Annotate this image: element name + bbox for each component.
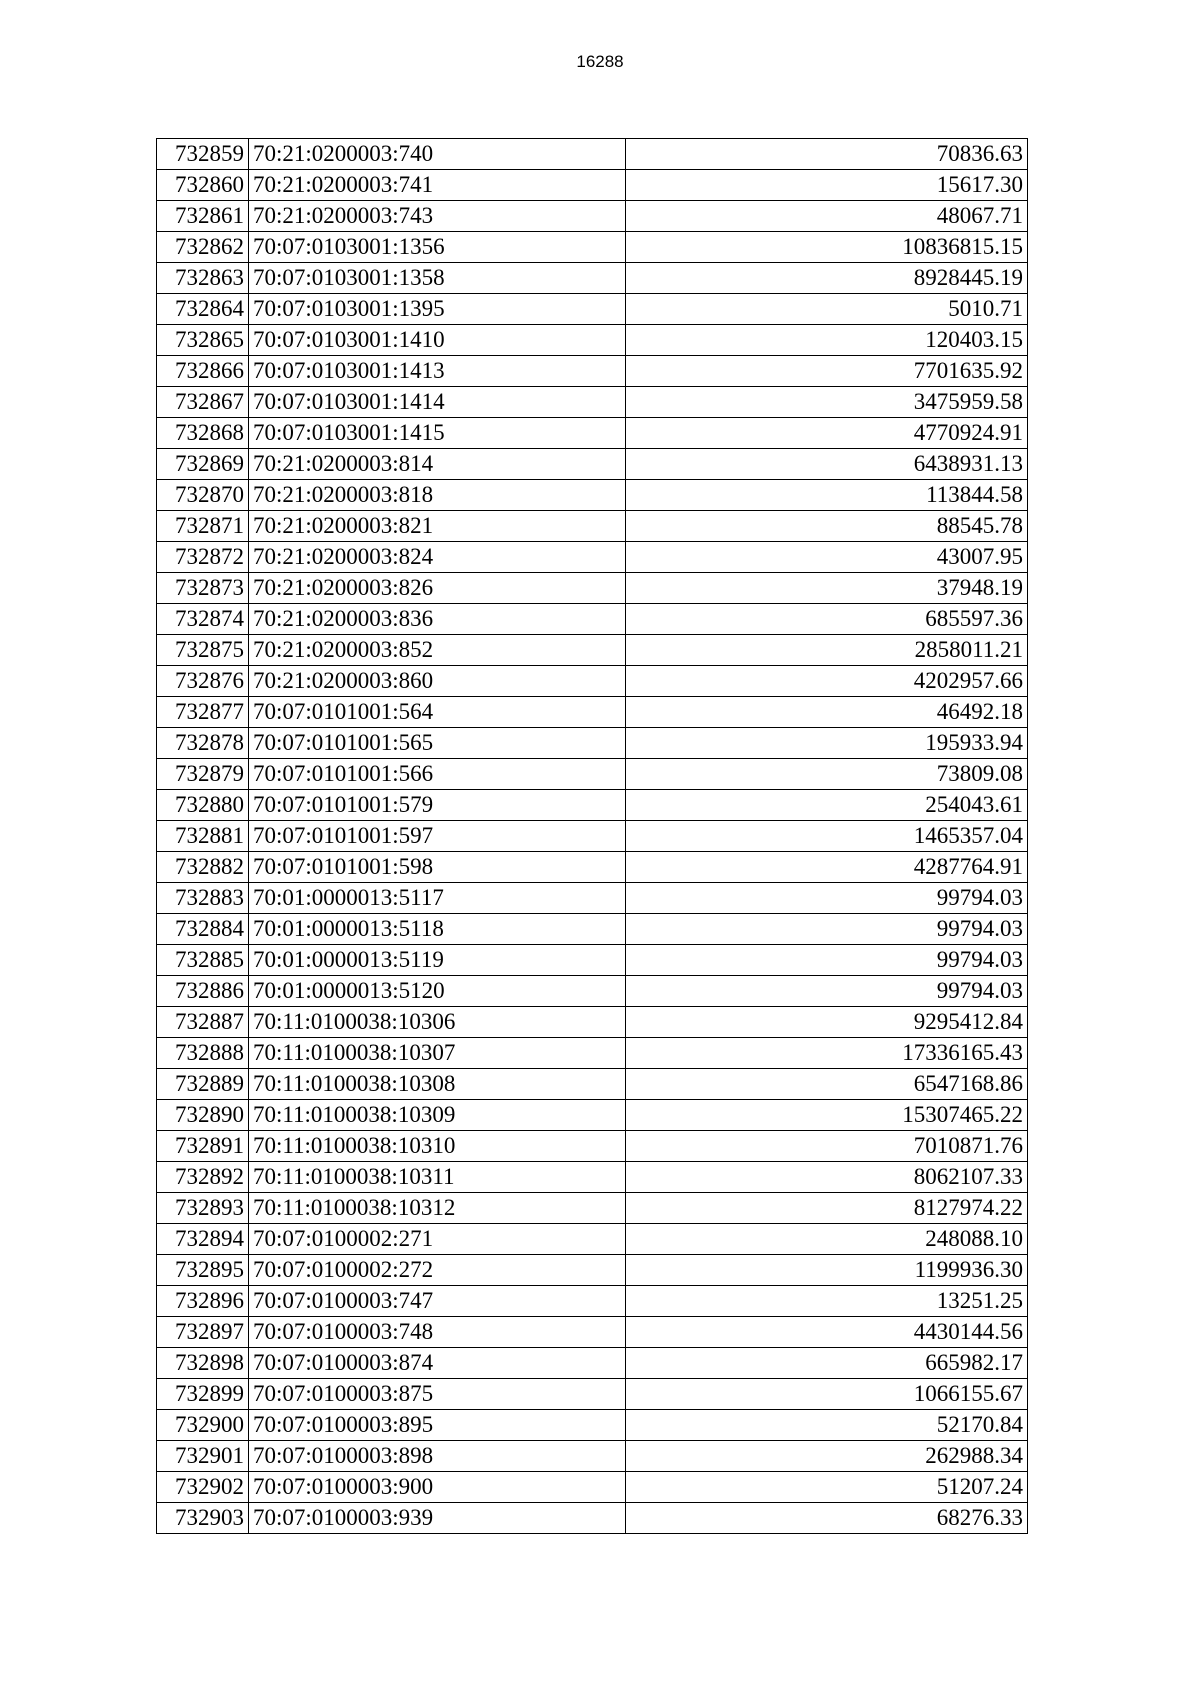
- row-id-cell: 732903: [157, 1503, 249, 1534]
- cadastral-number-cell: 70:07:0101001:564: [249, 697, 626, 728]
- cadastral-number-cell: 70:07:0103001:1414: [249, 387, 626, 418]
- value-cell: 46492.18: [626, 697, 1028, 728]
- table-row: [157, 139, 1028, 170]
- value-cell: 6438931.13: [626, 449, 1028, 480]
- table-row: [157, 1100, 1028, 1131]
- value-cell: 5010.71: [626, 294, 1028, 325]
- table-row: [157, 1193, 1028, 1224]
- table-row: [157, 1224, 1028, 1255]
- cadastral-value-table: [156, 138, 1028, 1534]
- value-cell: 262988.34: [626, 1441, 1028, 1472]
- cadastral-number-cell: 70:21:0200003:743: [249, 201, 626, 232]
- row-id-cell: 732882: [157, 852, 249, 883]
- value-cell: 4430144.56: [626, 1317, 1028, 1348]
- cadastral-number-cell: 70:21:0200003:826: [249, 573, 626, 604]
- cadastral-number-cell: 70:07:0100003:900: [249, 1472, 626, 1503]
- table-row: [157, 294, 1028, 325]
- value-cell: 685597.36: [626, 604, 1028, 635]
- row-id-cell: 732870: [157, 480, 249, 511]
- row-id-cell: 732867: [157, 387, 249, 418]
- row-id-cell: 732894: [157, 1224, 249, 1255]
- row-id-cell: 732879: [157, 759, 249, 790]
- cadastral-number-cell: 70:07:0100003:748: [249, 1317, 626, 1348]
- value-cell: 4770924.91: [626, 418, 1028, 449]
- cadastral-number-cell: 70:07:0100003:939: [249, 1503, 626, 1534]
- table-row: [157, 759, 1028, 790]
- value-cell: 73809.08: [626, 759, 1028, 790]
- value-cell: 1199936.30: [626, 1255, 1028, 1286]
- table-row: [157, 542, 1028, 573]
- page-number: 16288: [576, 52, 624, 71]
- row-id-cell: 732893: [157, 1193, 249, 1224]
- value-cell: 99794.03: [626, 914, 1028, 945]
- value-cell: 52170.84: [626, 1410, 1028, 1441]
- row-id-cell: 732890: [157, 1100, 249, 1131]
- table-row: [157, 1410, 1028, 1441]
- row-id-cell: 732889: [157, 1069, 249, 1100]
- value-cell: 99794.03: [626, 976, 1028, 1007]
- row-id-cell: 732901: [157, 1441, 249, 1472]
- value-cell: 665982.17: [626, 1348, 1028, 1379]
- value-cell: 9295412.84: [626, 1007, 1028, 1038]
- cadastral-number-cell: 70:11:0100038:10306: [249, 1007, 626, 1038]
- cadastral-number-cell: 70:07:0100003:875: [249, 1379, 626, 1410]
- row-id-cell: 732902: [157, 1472, 249, 1503]
- row-id-cell: 732887: [157, 1007, 249, 1038]
- row-id-cell: 732881: [157, 821, 249, 852]
- cadastral-number-cell: 70:07:0103001:1413: [249, 356, 626, 387]
- table-row: [157, 387, 1028, 418]
- cadastral-number-cell: 70:21:0200003:852: [249, 635, 626, 666]
- cadastral-number-cell: 70:21:0200003:814: [249, 449, 626, 480]
- cadastral-number-cell: 70:07:0101001:565: [249, 728, 626, 759]
- value-cell: 8062107.33: [626, 1162, 1028, 1193]
- cadastral-number-cell: 70:21:0200003:740: [249, 139, 626, 170]
- table-row: [157, 635, 1028, 666]
- table-row: [157, 232, 1028, 263]
- table-row: [157, 1131, 1028, 1162]
- row-id-cell: 732897: [157, 1317, 249, 1348]
- value-cell: 99794.03: [626, 945, 1028, 976]
- table-row: [157, 1441, 1028, 1472]
- cadastral-number-cell: 70:11:0100038:10308: [249, 1069, 626, 1100]
- table-row: [157, 418, 1028, 449]
- table-row: [157, 1472, 1028, 1503]
- value-cell: 2858011.21: [626, 635, 1028, 666]
- cadastral-number-cell: 70:21:0200003:818: [249, 480, 626, 511]
- value-cell: 68276.33: [626, 1503, 1028, 1534]
- cadastral-number-cell: 70:11:0100038:10310: [249, 1131, 626, 1162]
- table-row: [157, 604, 1028, 635]
- cadastral-number-cell: 70:07:0103001:1415: [249, 418, 626, 449]
- value-cell: 4202957.66: [626, 666, 1028, 697]
- value-cell: 15307465.22: [626, 1100, 1028, 1131]
- row-id-cell: 732891: [157, 1131, 249, 1162]
- cadastral-number-cell: 70:07:0101001:566: [249, 759, 626, 790]
- row-id-cell: 732880: [157, 790, 249, 821]
- table-row: [157, 976, 1028, 1007]
- row-id-cell: 732874: [157, 604, 249, 635]
- row-id-cell: 732896: [157, 1286, 249, 1317]
- table-row: [157, 325, 1028, 356]
- row-id-cell: 732872: [157, 542, 249, 573]
- value-cell: 13251.25: [626, 1286, 1028, 1317]
- row-id-cell: 732900: [157, 1410, 249, 1441]
- table-row: [157, 1379, 1028, 1410]
- cadastral-number-cell: 70:21:0200003:741: [249, 170, 626, 201]
- value-cell: 70836.63: [626, 139, 1028, 170]
- cadastral-number-cell: 70:11:0100038:10312: [249, 1193, 626, 1224]
- table-row: [157, 573, 1028, 604]
- value-cell: 7010871.76: [626, 1131, 1028, 1162]
- cadastral-number-cell: 70:07:0103001:1356: [249, 232, 626, 263]
- cadastral-number-cell: 70:21:0200003:824: [249, 542, 626, 573]
- table-row: [157, 511, 1028, 542]
- table-row: [157, 883, 1028, 914]
- cadastral-number-cell: 70:07:0100003:747: [249, 1286, 626, 1317]
- cadastral-number-cell: 70:07:0101001:579: [249, 790, 626, 821]
- table-row: [157, 1007, 1028, 1038]
- value-cell: 3475959.58: [626, 387, 1028, 418]
- table-row: [157, 852, 1028, 883]
- table-row: [157, 1255, 1028, 1286]
- table-row: [157, 449, 1028, 480]
- value-cell: 48067.71: [626, 201, 1028, 232]
- table-row: [157, 1286, 1028, 1317]
- cadastral-number-cell: 70:07:0101001:598: [249, 852, 626, 883]
- cadastral-number-cell: 70:07:0101001:597: [249, 821, 626, 852]
- row-id-cell: 732866: [157, 356, 249, 387]
- row-id-cell: 732878: [157, 728, 249, 759]
- cadastral-number-cell: 70:07:0103001:1410: [249, 325, 626, 356]
- value-cell: 37948.19: [626, 573, 1028, 604]
- row-id-cell: 732886: [157, 976, 249, 1007]
- table-row: [157, 263, 1028, 294]
- value-cell: 254043.61: [626, 790, 1028, 821]
- row-id-cell: 732875: [157, 635, 249, 666]
- row-id-cell: 732883: [157, 883, 249, 914]
- cadastral-number-cell: 70:07:0100003:874: [249, 1348, 626, 1379]
- value-cell: 195933.94: [626, 728, 1028, 759]
- row-id-cell: 732888: [157, 1038, 249, 1069]
- table-row: [157, 356, 1028, 387]
- row-id-cell: 732863: [157, 263, 249, 294]
- value-cell: 8127974.22: [626, 1193, 1028, 1224]
- row-id-cell: 732868: [157, 418, 249, 449]
- value-cell: 113844.58: [626, 480, 1028, 511]
- value-cell: 51207.24: [626, 1472, 1028, 1503]
- cadastral-number-cell: 70:11:0100038:10307: [249, 1038, 626, 1069]
- table-row: [157, 914, 1028, 945]
- row-id-cell: 732876: [157, 666, 249, 697]
- cadastral-number-cell: 70:21:0200003:821: [249, 511, 626, 542]
- table-row: [157, 1348, 1028, 1379]
- value-cell: 15617.30: [626, 170, 1028, 201]
- row-id-cell: 732885: [157, 945, 249, 976]
- table-row: [157, 170, 1028, 201]
- table-row: [157, 1069, 1028, 1100]
- row-id-cell: 732895: [157, 1255, 249, 1286]
- table-row: [157, 728, 1028, 759]
- table-row: [157, 697, 1028, 728]
- row-id-cell: 732861: [157, 201, 249, 232]
- cadastral-number-cell: 70:07:0100003:898: [249, 1441, 626, 1472]
- row-id-cell: 732865: [157, 325, 249, 356]
- table-row: [157, 1162, 1028, 1193]
- value-cell: 7701635.92: [626, 356, 1028, 387]
- cadastral-number-cell: 70:07:0100003:895: [249, 1410, 626, 1441]
- cadastral-number-cell: 70:21:0200003:836: [249, 604, 626, 635]
- value-cell: 43007.95: [626, 542, 1028, 573]
- table-row: [157, 1503, 1028, 1534]
- value-cell: 1465357.04: [626, 821, 1028, 852]
- table-row: [157, 480, 1028, 511]
- row-id-cell: 732892: [157, 1162, 249, 1193]
- cadastral-number-cell: 70:11:0100038:10311: [249, 1162, 626, 1193]
- table-body: [157, 139, 1028, 1534]
- row-id-cell: 732871: [157, 511, 249, 542]
- row-id-cell: 732859: [157, 139, 249, 170]
- value-cell: 120403.15: [626, 325, 1028, 356]
- cadastral-number-cell: 70:07:0100002:271: [249, 1224, 626, 1255]
- value-cell: 6547168.86: [626, 1069, 1028, 1100]
- value-cell: 10836815.15: [626, 232, 1028, 263]
- cadastral-number-cell: 70:01:0000013:5118: [249, 914, 626, 945]
- cadastral-number-cell: 70:11:0100038:10309: [249, 1100, 626, 1131]
- value-cell: 4287764.91: [626, 852, 1028, 883]
- cadastral-number-cell: 70:01:0000013:5119: [249, 945, 626, 976]
- table-row: [157, 945, 1028, 976]
- table-row: [157, 790, 1028, 821]
- row-id-cell: 732899: [157, 1379, 249, 1410]
- table-row: [157, 1317, 1028, 1348]
- value-cell: 248088.10: [626, 1224, 1028, 1255]
- row-id-cell: 732860: [157, 170, 249, 201]
- table-row: [157, 201, 1028, 232]
- cadastral-number-cell: 70:07:0103001:1358: [249, 263, 626, 294]
- row-id-cell: 732877: [157, 697, 249, 728]
- cadastral-number-cell: 70:01:0000013:5120: [249, 976, 626, 1007]
- cadastral-number-cell: 70:21:0200003:860: [249, 666, 626, 697]
- row-id-cell: 732862: [157, 232, 249, 263]
- cadastral-number-cell: 70:07:0100002:272: [249, 1255, 626, 1286]
- value-cell: 88545.78: [626, 511, 1028, 542]
- value-cell: 1066155.67: [626, 1379, 1028, 1410]
- value-cell: 17336165.43: [626, 1038, 1028, 1069]
- cadastral-number-cell: 70:07:0103001:1395: [249, 294, 626, 325]
- table-row: [157, 821, 1028, 852]
- value-cell: 8928445.19: [626, 263, 1028, 294]
- row-id-cell: 732864: [157, 294, 249, 325]
- row-id-cell: 732869: [157, 449, 249, 480]
- table-row: [157, 666, 1028, 697]
- cadastral-number-cell: 70:01:0000013:5117: [249, 883, 626, 914]
- row-id-cell: 732884: [157, 914, 249, 945]
- row-id-cell: 732873: [157, 573, 249, 604]
- table-row: [157, 1038, 1028, 1069]
- value-cell: 99794.03: [626, 883, 1028, 914]
- row-id-cell: 732898: [157, 1348, 249, 1379]
